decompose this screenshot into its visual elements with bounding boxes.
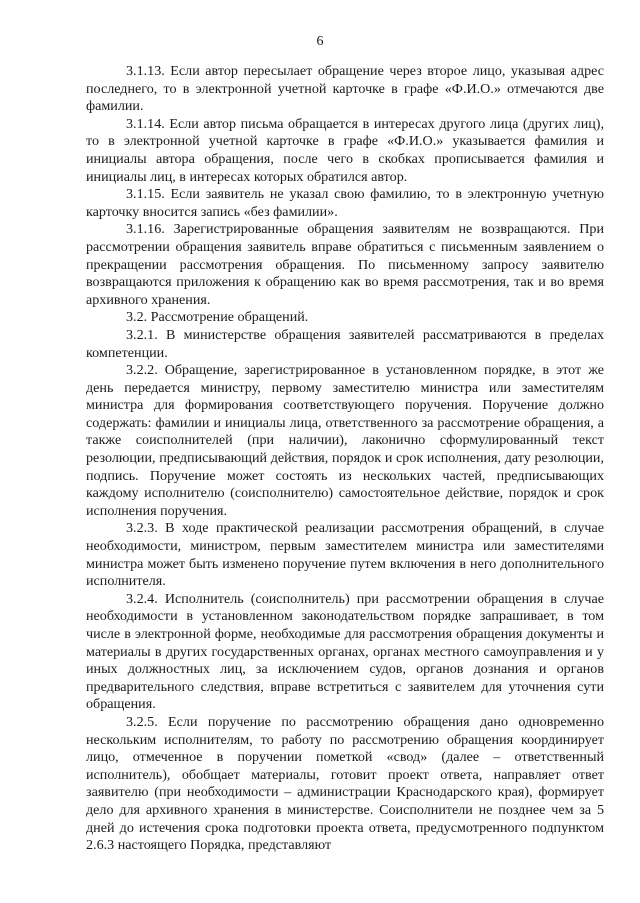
- paragraph-3-1-16: 3.1.16. Зарегистрированные обращения заявителям не возвращаются. При рассмотрении обращения заявитель вправе обратиться с письменным заявлением о прекращении рассмотрения обращения. По письменному запросу заявителю возвращаются приложения к обращению как во время рассмотрения, так и во время архивного хранения.: [86, 221, 604, 308]
- paragraph-3-1-13: 3.1.13. Если автор пересылает обращение через второе лицо, указывая адрес последнего, то в электронной учетной карточке в графе «Ф.И.О.» отмечаются две фамилии.: [86, 63, 604, 115]
- section-heading-3-2: 3.2. Рассмотрение обращений.: [126, 309, 309, 326]
- paragraph-3-1-14: 3.1.14. Если автор письма обращается в интересах другого лица (других лиц), то в электронной учетной карточке в графе «Ф.И.О.» указывается фамилия и инициалы автора обращения, после чего в скобках прописывается фамилия и инициалы лиц, в интересах которых обратился автор.: [86, 115, 604, 185]
- paragraph-3-2-2: 3.2.2. Обращение, зарегистрированное в установленном порядке, в этот же день передается министру, первому заместителю министра или заместителям министра для формирования соответствующего поручения. Поручение должно содержать: фамилии и инициалы лица, ответственного за рассмотрение обращения, а также соисполнителей (при наличии), лаконично сформулированный текст резолюции, предписывающий действия, порядок и срок исполнения, дату резолюции, подпись. Поручение может состоять из нескольких частей, предписывающих каждому исполнителю (соисполнителю) самостоятельное действие, порядок и срок исполнения поручения.: [86, 362, 604, 519]
- paragraph-3-1-15: 3.1.15. Если заявитель не указал свою фамилию, то в электронную учетную карточку вносится запись «без фамилии».: [86, 186, 604, 220]
- paragraph-3-2-1: 3.2.1. В министерстве обращения заявителей рассматриваются в пределах компетенции.: [86, 326, 604, 361]
- paragraph-3-2-4: 3.2.4. Исполнитель (соисполнитель) при рассмотрении обращения в случае необходимости в установленном законодательством порядке запрашивает, в том числе в электронной форме, необходимые для рассмотрения обращения документы и материалы в других государственных органах, органах местного самоуправления и у иных должностных лиц, за исключением судов, органов дознания и органов предварительного следствия, вправе встретиться с заявителем для уточнения сути обращения.: [86, 590, 604, 713]
- paragraph-3-2-3: 3.2.3. В ходе практической реализации рассмотрения обращений, в случае необходимости, министром, первым заместителем министра или заместителями министра может быть изменено поручение путем включения в него дополнительного исполнителя.: [86, 520, 604, 590]
- paragraph-3-2-5: 3.2.5. Если поручение по рассмотрению обращения дано одновременно нескольким исполнителям, то работу по рассмотрению обращения координирует лицо, отмеченное в поручении пометкой «свод» (далее – ответственный исполнитель), обобщает материалы, готовит проект ответа, направляет ответ заявителю (при необходимости – администрации Краснодарского края), формирует дело для архивного хранения в министерстве. Соисполнители не позднее чем за 5 дней до истечения срока подготовки проекта ответа, предусмотренного подпунктом 2.6.3 настоящего Порядка, представляют: [86, 713, 604, 854]
- page-number: 6: [316, 34, 324, 49]
- document-body: [86, 63, 604, 855]
